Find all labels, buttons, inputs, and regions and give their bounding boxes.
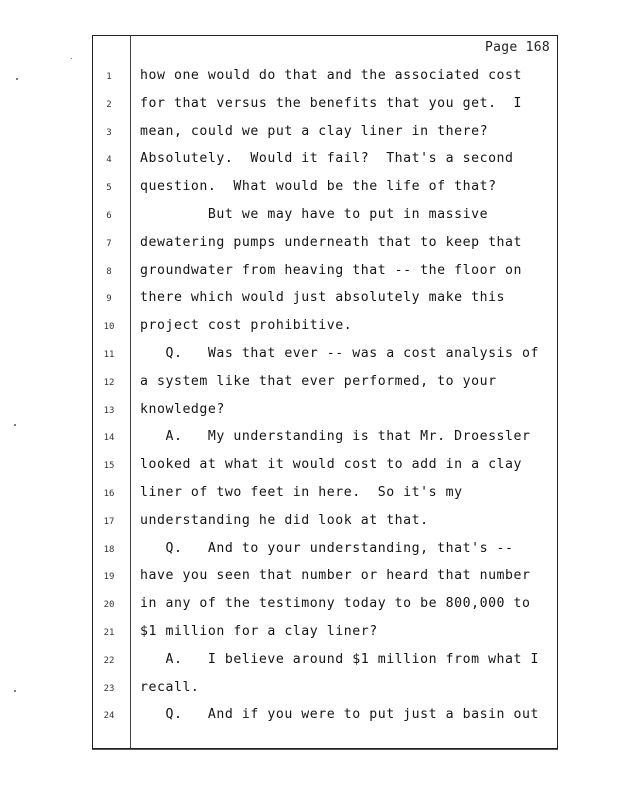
scan-speck [71, 58, 72, 59]
transcript-line [0, 374, 618, 400]
line-number: 17 [103, 516, 115, 527]
scan-speck [16, 78, 18, 80]
line-number: 12 [103, 377, 115, 388]
scan-speck [14, 424, 16, 426]
line-text: in any of the testimony today to be 800,000 to [140, 596, 531, 612]
line-number: 20 [103, 600, 115, 611]
line-number: 8 [106, 266, 112, 277]
transcript-line [0, 485, 618, 511]
line-number: 1 [106, 72, 112, 82]
line-number: 15 [103, 461, 115, 472]
line-number: 10 [103, 322, 115, 333]
transcript-line [0, 68, 618, 94]
line-number: 2 [106, 99, 112, 110]
transcript-line [0, 429, 618, 455]
line-text: mean, could we put a clay liner in there? [140, 123, 489, 139]
line-number: 23 [103, 683, 115, 694]
scan-speck [14, 690, 16, 692]
line-number: 5 [106, 183, 112, 194]
line-text: there which would just absolutely make this [140, 290, 506, 306]
transcript-line [0, 151, 618, 177]
line-text: A. I believe around $1 million from what I [140, 651, 540, 667]
transcript-line [0, 207, 618, 233]
line-number: 18 [103, 544, 115, 555]
line-text: question. What would be the life of that? [140, 179, 497, 195]
line-number: 11 [103, 350, 115, 360]
line-text: understanding he did look at that. [140, 512, 429, 528]
line-number: 24 [103, 711, 115, 722]
transcript-line [0, 179, 618, 205]
transcript-line [0, 624, 618, 650]
transcript-line [0, 290, 618, 316]
line-number: 3 [106, 127, 112, 138]
line-text: recall. [140, 679, 200, 695]
line-text: $1 million for a clay liner? [140, 624, 378, 639]
line-text: project cost prohibitive. [140, 318, 353, 334]
transcript-line [0, 652, 618, 678]
transcript-line [0, 596, 618, 622]
line-text: A. My understanding is that Mr. Droessler [140, 429, 531, 445]
line-number: 4 [106, 155, 112, 166]
line-number: 19 [103, 572, 115, 583]
transcript-line [0, 707, 618, 733]
line-text: Absolutely. Would it fail? That's a second [140, 151, 514, 167]
line-number: 22 [103, 655, 115, 666]
transcript-line [0, 96, 618, 122]
line-text: Q. Was that ever -- was a cost analysis of [140, 346, 540, 361]
transcript-line [0, 568, 618, 594]
line-number: 6 [106, 211, 112, 221]
page-bottom-rule [92, 749, 558, 750]
line-text: dewatering pumps underneath that to keep that [140, 234, 523, 250]
line-text: groundwater from heaving that -- the floor on [140, 262, 523, 278]
line-number: 13 [103, 405, 115, 416]
transcript-line [0, 457, 618, 483]
line-text: looked at what it would cost to add in a clay [140, 457, 523, 473]
transcript-line [0, 318, 618, 344]
line-text: have you seen that number or heard that number [140, 568, 531, 584]
transcript-line [0, 680, 618, 706]
line-text: Q. And if you were to put just a basin out [140, 707, 540, 723]
transcript-line [0, 235, 618, 261]
line-number: 21 [103, 628, 115, 638]
line-text: knowledge? [140, 401, 225, 417]
line-text: for that versus the benefits that you get. I [140, 95, 523, 111]
line-number: 9 [106, 294, 112, 305]
line-text: Q. And to your understanding, that's -- [140, 540, 514, 556]
line-text: liner of two feet in here. So it's my [140, 485, 463, 500]
page-number-label: Page 168 [484, 40, 550, 55]
line-number: 14 [103, 433, 115, 444]
transcript-line [0, 402, 618, 428]
line-text: a system like that ever performed, to your [140, 373, 497, 389]
line-text: But we may have to put in massive [140, 207, 489, 222]
transcript-line [0, 263, 618, 289]
transcript-line [0, 541, 618, 567]
line-number: 16 [103, 489, 115, 499]
transcript-line [0, 346, 618, 372]
transcript-line [0, 513, 618, 539]
line-number: 7 [106, 238, 112, 249]
line-text: how one would do that and the associated cost [140, 68, 523, 83]
transcript-line [0, 124, 618, 150]
